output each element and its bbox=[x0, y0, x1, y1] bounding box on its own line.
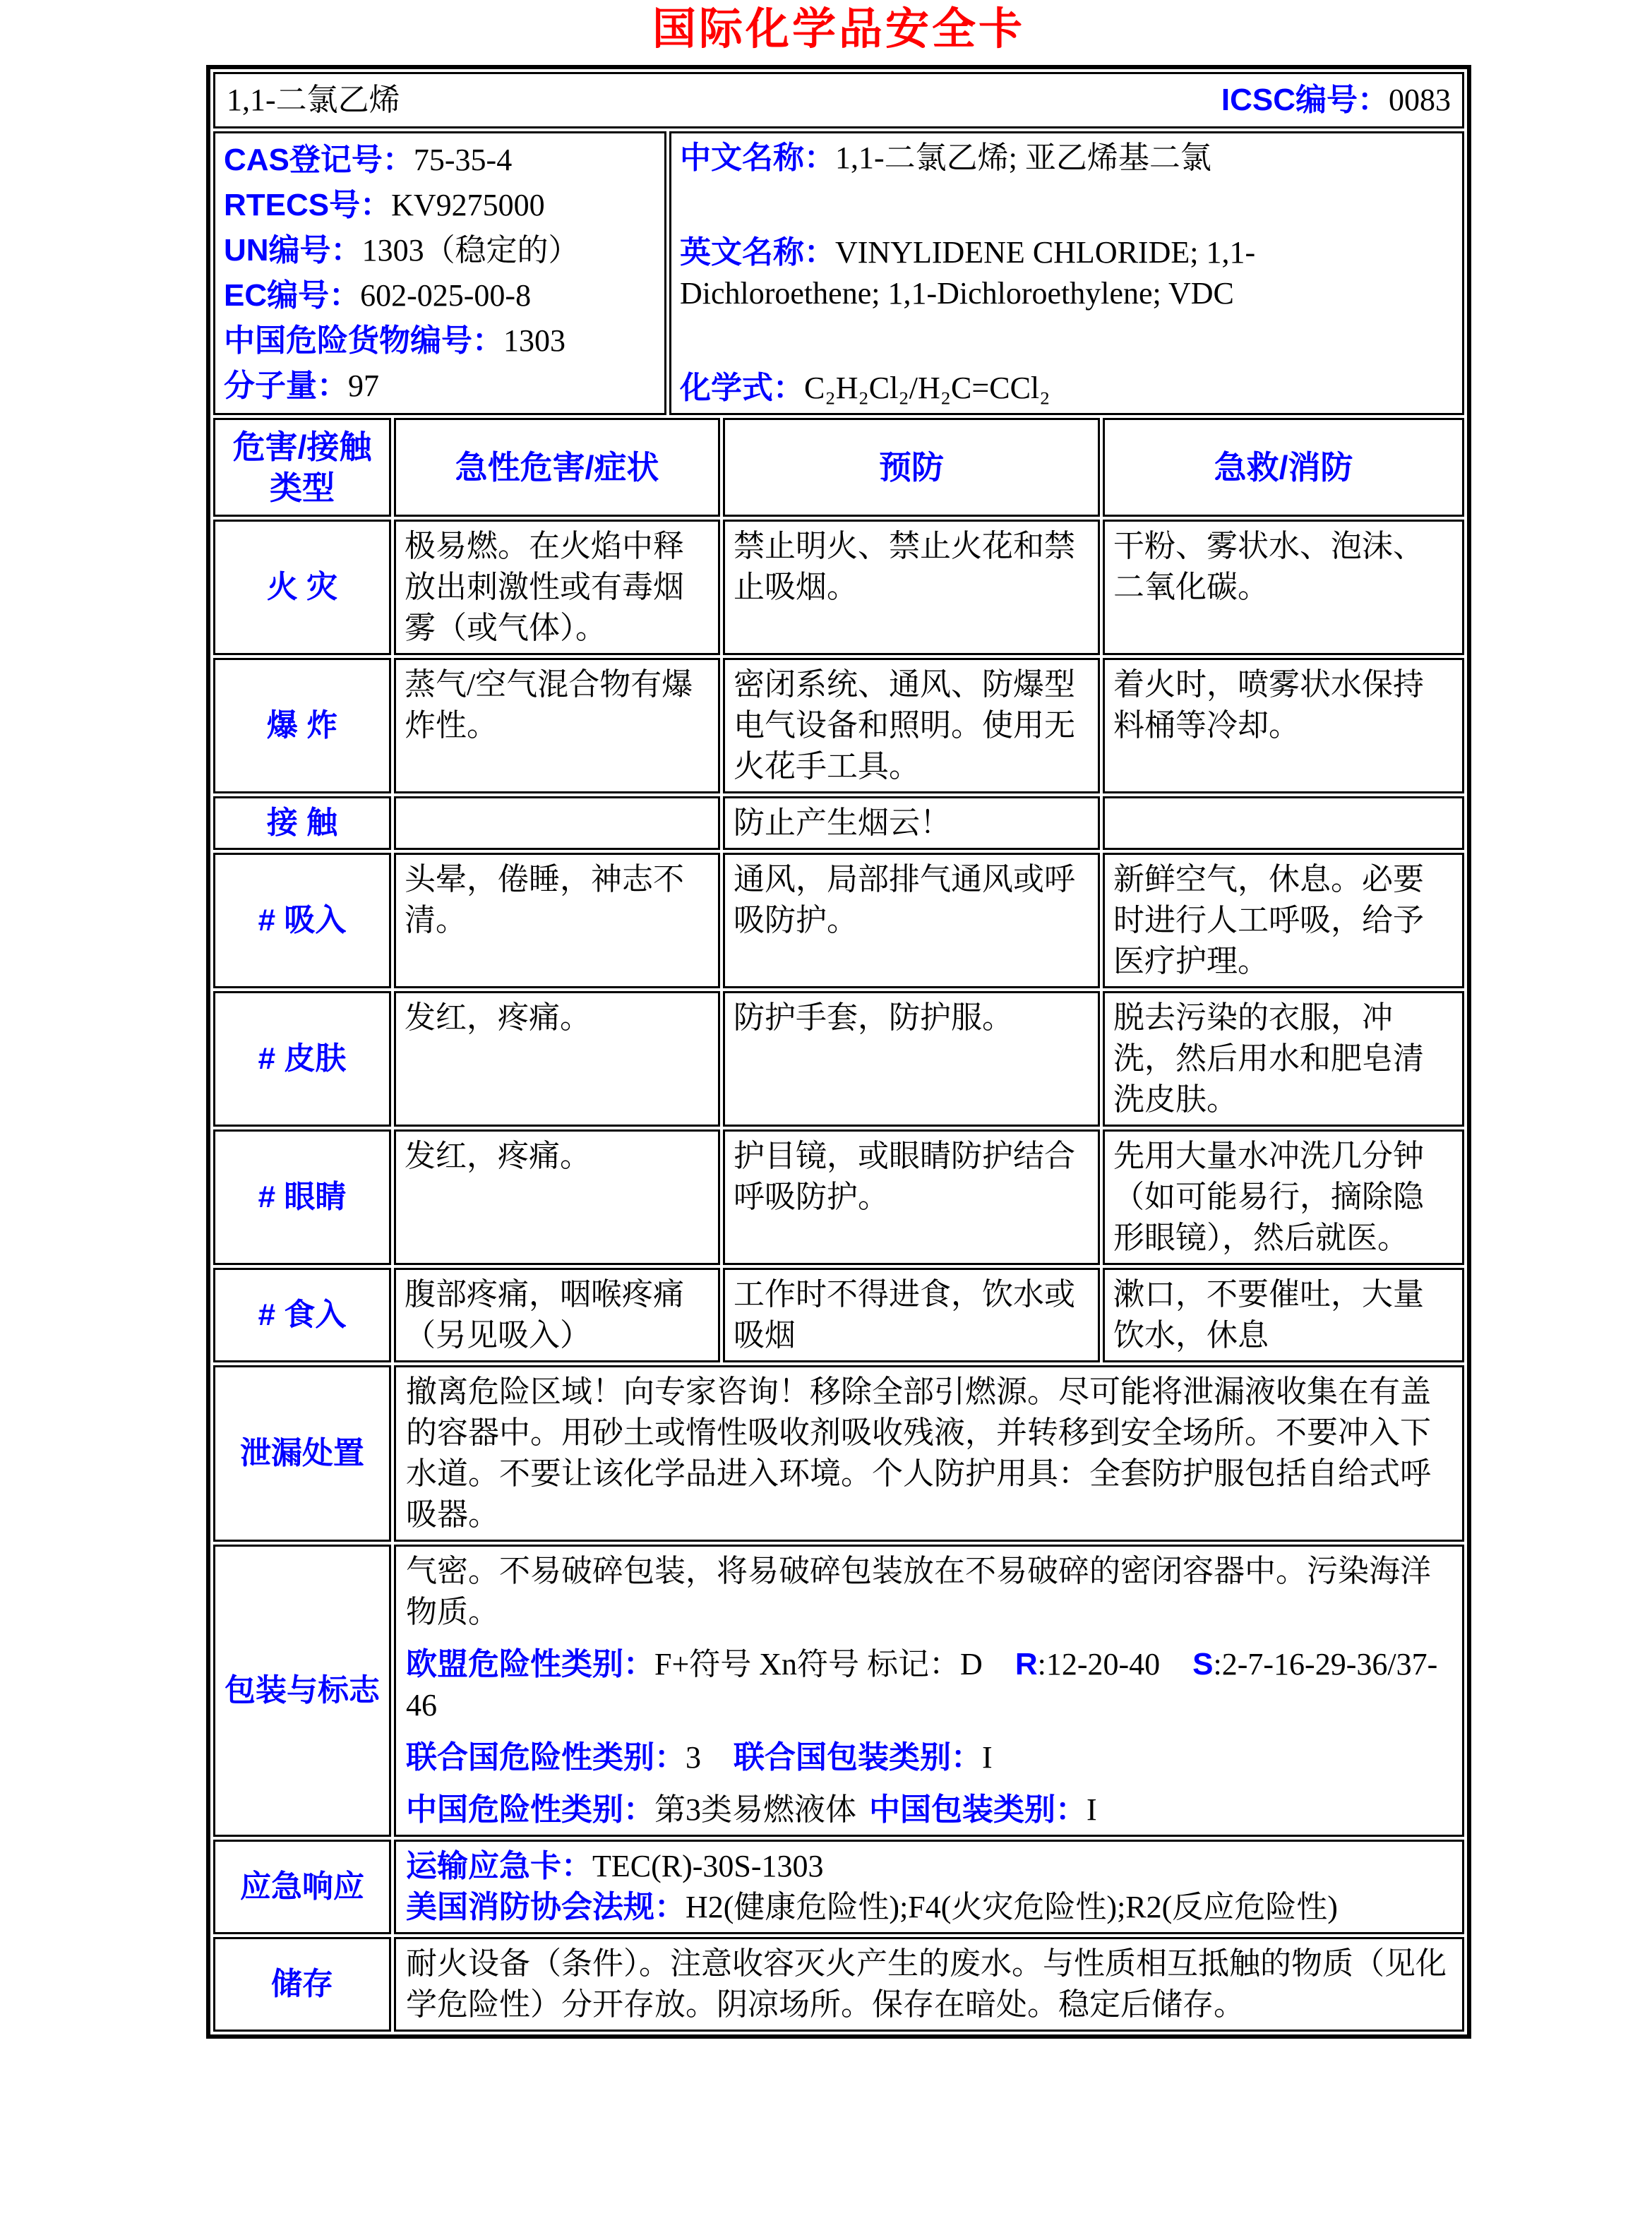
skin-response: 脱去污染的衣服，冲洗，然后用水和肥皂清洗皮肤。 bbox=[1103, 991, 1464, 1127]
inhalation-label: # 吸入 bbox=[213, 853, 391, 988]
r-phrase-value: :12-20-40 bbox=[1037, 1647, 1161, 1682]
china-dg-number-line bbox=[224, 318, 656, 364]
english-name-value: VINYLIDENE CHLORIDE; 1,1-Dichloroethene; 1,1-Dichloroethylene; VDC bbox=[680, 235, 1256, 311]
packaging-eu-line bbox=[406, 1644, 1452, 1726]
eu-class-value: F+符号 Xn符号 标记：D bbox=[654, 1647, 983, 1682]
cn-pack-value: I bbox=[1087, 1792, 1097, 1827]
packaging-content bbox=[394, 1545, 1464, 1837]
row-skin bbox=[213, 991, 1464, 1127]
row-ingestion bbox=[213, 1268, 1464, 1362]
nfpa-label: 美国消防协会法规： bbox=[406, 1890, 686, 1924]
r-phrase-label: R bbox=[1014, 1647, 1038, 1682]
header-prevention: 预防 bbox=[723, 418, 1100, 517]
skin-prevention: 防护手套，防护服。 bbox=[723, 991, 1100, 1127]
fire-response: 干粉、雾状水、泡沫、二氧化碳。 bbox=[1103, 520, 1464, 655]
contact-label: 接 触 bbox=[213, 796, 391, 850]
molecular-weight-label: 分子量： bbox=[224, 368, 348, 403]
identifier-names-cell bbox=[669, 131, 1464, 415]
molecular-weight-value: 97 bbox=[348, 368, 379, 403]
ingestion-response: 漱口，不要催吐，大量饮水，休息 bbox=[1103, 1268, 1464, 1362]
spill-content: 撤离危险区域！向专家咨询！移除全部引燃源。尽可能将泄漏液收集在有盖的容器中。用砂土或惰性吸收剂吸收残液，并转移到安全场所。不要冲入下水道。不要让该化学品进入环境。个人防护用具：全套防护服包括自给式呼吸器。 bbox=[394, 1365, 1464, 1542]
storage-label: 储存 bbox=[213, 1937, 391, 2032]
chinese-name-line bbox=[680, 138, 1454, 179]
ec-number-label: EC编号： bbox=[224, 278, 361, 313]
formula-label: 化学式： bbox=[680, 371, 804, 405]
cas-number-label: CAS登记号： bbox=[224, 143, 414, 177]
identifier-codes-cell bbox=[213, 131, 666, 415]
formula-value: C₂H₂Cl₂/H₂C=CCl₂ bbox=[804, 371, 1051, 405]
english-name-label: 英文名称： bbox=[680, 235, 835, 270]
row-eyes bbox=[213, 1129, 1464, 1265]
cn-pack-label: 中国包装类别： bbox=[869, 1792, 1087, 1827]
eyes-label: # 眼睛 bbox=[213, 1129, 391, 1265]
skin-label: # 皮肤 bbox=[213, 991, 391, 1127]
nfpa-value: H2(健康危险性);F4(火灾危险性);R2(反应危险性) bbox=[686, 1890, 1338, 1924]
chemical-name: 1,1-二氯乙烯 bbox=[227, 83, 400, 117]
row-fire bbox=[213, 520, 1464, 655]
eyes-response: 先用大量水冲洗几分钟（如可能易行，摘除隐形眼镜），然后就医。 bbox=[1103, 1129, 1464, 1265]
chinese-name-value: 1,1-二氯乙烯; 亚乙烯基二氯 bbox=[835, 140, 1211, 175]
packaging-cn-line bbox=[406, 1790, 1452, 1830]
row-explosion bbox=[213, 658, 1464, 793]
english-name-line bbox=[680, 232, 1454, 314]
row-spill bbox=[213, 1365, 1464, 1542]
row-emergency bbox=[213, 1840, 1464, 1934]
un-class-label: 联合国危险性类别： bbox=[406, 1740, 686, 1775]
explosion-response: 着火时，喷雾状水保持料桶等冷却。 bbox=[1103, 658, 1464, 793]
rtecs-number-line bbox=[224, 183, 656, 228]
emergency-label: 应急响应 bbox=[213, 1840, 391, 1934]
molecular-weight-line bbox=[224, 364, 656, 409]
name-cell bbox=[213, 72, 1464, 128]
row-storage bbox=[213, 1937, 1464, 2032]
transport-card-value: TEC(R)-30S-1303 bbox=[592, 1849, 824, 1883]
inhalation-prevention: 通风，局部排气通风或呼吸防护。 bbox=[723, 853, 1100, 988]
un-pack-value: I bbox=[982, 1740, 993, 1775]
eyes-symptom: 发红，疼痛。 bbox=[394, 1129, 720, 1265]
ingestion-prevention: 工作时不得进食，饮水或吸烟 bbox=[723, 1268, 1100, 1362]
transport-card-line bbox=[406, 1846, 1452, 1887]
cas-number-line bbox=[224, 138, 656, 183]
ingestion-label: # 食入 bbox=[213, 1268, 391, 1362]
header-firstaid-firefighting: 急救/消防 bbox=[1103, 418, 1464, 517]
s-phrase-value: :2-7-16-29-36/37-46 bbox=[406, 1647, 1438, 1722]
row-packaging bbox=[213, 1545, 1464, 1837]
explosion-label: 爆 炸 bbox=[213, 658, 391, 793]
rtecs-number-value: KV9275000 bbox=[391, 188, 545, 222]
transport-card-label: 运输应急卡： bbox=[406, 1849, 592, 1883]
name-row bbox=[213, 72, 1464, 128]
ec-number-value: 602-025-00-8 bbox=[360, 278, 532, 313]
contact-prevention: 防止产生烟云！ bbox=[723, 796, 1100, 850]
eu-class-label: 欧盟危险性类别： bbox=[406, 1647, 654, 1682]
header-hazard-type: 危害/接触类型 bbox=[213, 418, 391, 517]
icsc-page bbox=[0, 4, 1652, 2218]
spill-label: 泄漏处置 bbox=[213, 1365, 391, 1542]
emergency-content bbox=[394, 1840, 1464, 1934]
contact-response bbox=[1103, 796, 1464, 850]
contact-symptom bbox=[394, 796, 720, 850]
hazard-header-row bbox=[213, 418, 1464, 517]
un-class-value: 3 bbox=[686, 1740, 701, 1775]
fire-label: 火 灾 bbox=[213, 520, 391, 655]
header-acute-symptoms: 急性危害/症状 bbox=[394, 418, 720, 517]
storage-content: 耐火设备（条件）。注意收容灭火产生的废水。与性质相互抵触的物质（见化学危险性）分开存放。阴凉场所。保存在暗处。稳定后储存。 bbox=[394, 1937, 1464, 2032]
inhalation-response: 新鲜空气，休息。必要时进行人工呼吸，给予医疗护理。 bbox=[1103, 853, 1464, 988]
identifier-row bbox=[213, 131, 1464, 415]
chinese-name-label: 中文名称： bbox=[680, 140, 835, 175]
packaging-label: 包装与标志 bbox=[213, 1545, 391, 1837]
china-dg-number-label: 中国危险货物编号： bbox=[224, 323, 503, 358]
packaging-un-line bbox=[406, 1737, 1452, 1778]
formula-line bbox=[680, 368, 1454, 409]
nfpa-line bbox=[406, 1887, 1452, 1928]
page-title: 国际化学品安全卡 bbox=[652, 5, 1025, 54]
fire-symptom: 极易燃。在火焰中释放出刺激性或有毒烟雾（或气体）。 bbox=[394, 520, 720, 655]
icsc-number bbox=[1221, 80, 1451, 121]
row-contact bbox=[213, 796, 1464, 850]
eyes-prevention: 护目镜，或眼睛防护结合呼吸防护。 bbox=[723, 1129, 1100, 1265]
icsc-number-value: 0083 bbox=[1389, 83, 1451, 117]
cn-class-label: 中国危险性类别： bbox=[406, 1792, 654, 1827]
un-number-label: UN编号： bbox=[224, 233, 362, 268]
un-pack-label: 联合国包装类别： bbox=[734, 1740, 982, 1775]
packaging-general-text: 气密。不易破碎包装，将易破碎包装放在不易破碎的密闭容器中。污染海洋物质。 bbox=[406, 1554, 1431, 1629]
ingestion-symptom: 腹部疼痛，咽喉疼痛（另见吸入） bbox=[394, 1268, 720, 1362]
fire-prevention: 禁止明火、禁止火花和禁止吸烟。 bbox=[723, 520, 1100, 655]
rtecs-number-label: RTECS号： bbox=[224, 188, 392, 222]
skin-symptom: 发红，疼痛。 bbox=[394, 991, 720, 1127]
un-number-line bbox=[224, 228, 656, 273]
ec-number-line bbox=[224, 273, 656, 318]
cas-number-value: 75-35-4 bbox=[413, 143, 513, 177]
safety-card bbox=[206, 65, 1471, 2039]
icsc-number-label: ICSC编号： bbox=[1221, 83, 1389, 117]
china-dg-number-value: 1303 bbox=[503, 323, 565, 358]
inhalation-symptom: 头晕，倦睡，神志不清。 bbox=[394, 853, 720, 988]
explosion-prevention: 密闭系统、通风、防爆型电气设备和照明。使用无火花手工具。 bbox=[723, 658, 1100, 793]
explosion-symptom: 蒸气/空气混合物有爆炸性。 bbox=[394, 658, 720, 793]
s-phrase-label: S bbox=[1192, 1647, 1214, 1682]
un-number-value: 1303（稳定的） bbox=[361, 233, 580, 268]
row-inhalation bbox=[213, 853, 1464, 988]
cn-class-value: 第3类易燃液体 bbox=[654, 1792, 856, 1827]
